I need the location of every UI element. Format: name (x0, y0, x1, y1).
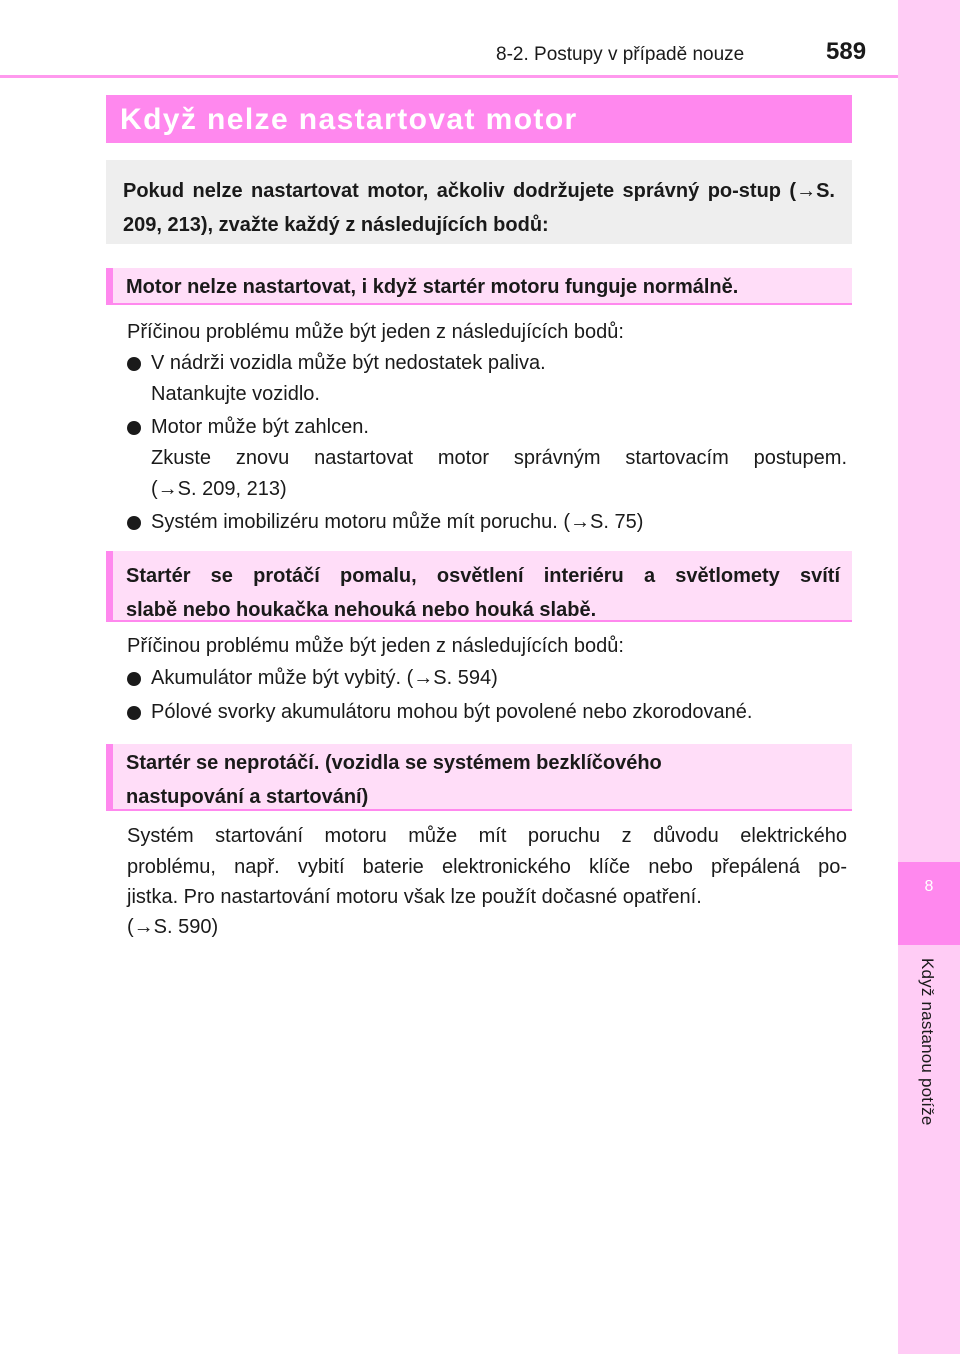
chapter-title: Když nastanou potíže (918, 958, 937, 1126)
section-1-item-1 (127, 347, 854, 379)
section-3-heading-line-1: Startér se neprotáčí. (vozidla se systémem bezklíčového (126, 752, 662, 774)
chapter-number-box (898, 862, 960, 945)
section-1-lead: Příčinou problému může být jeden z následujících bodů: (127, 321, 624, 343)
section-2-heading (106, 551, 852, 622)
section-2-item-1 (127, 662, 854, 694)
bullet-icon (127, 357, 141, 371)
section-3-body-line-1: Systém startování motoru může mít poruchu z důvodu elektrického (127, 825, 847, 847)
section-3-body-line-2: problému, např. vybití baterie elektronického klíče nebo přepálená po- (127, 856, 847, 878)
section-2-heading-line-1: Startér se protáčí pomalu, osvětlení interiéru a světlomety svítí (126, 565, 840, 587)
section-1-item-2 (127, 411, 854, 443)
section-2-lead: Příčinou problému může být jeden z následujících bodů: (127, 635, 624, 657)
section-2-item-1-text: Akumulátor může být vybitý. (→S. 594) (151, 667, 498, 689)
section-3-body-line-3: jistka. Pro nastartování motoru však lze použít dočasné opatření. (127, 886, 702, 908)
bullet-icon (127, 516, 141, 530)
section-2-item-2 (127, 696, 854, 728)
header-divider (0, 75, 898, 78)
page-title-bar (106, 95, 852, 143)
section-2-item-2-text: Pólové svorky akumulátoru mohou být povolené nebo zkorodované. (151, 701, 753, 723)
section-1-item-1-text: V nádrži vozidla může být nedostatek paliva. (151, 352, 546, 374)
intro-box (106, 160, 852, 244)
section-1-heading-text: Motor nelze nastartovat, i když startér motoru funguje normálně. (126, 276, 739, 298)
section-1-item-3 (127, 506, 854, 538)
section-1-item-3-text: Systém imobilizéru motoru může mít poruchu. (→S. 75) (151, 511, 644, 533)
section-1-item-2-sub-line-2: (→S. 209, 213) (151, 478, 287, 500)
page-title: Když nelze nastartovat motor (120, 103, 578, 136)
section-2-heading-line-2: slabě nebo houkačka nehouká nebo houká slabě. (126, 599, 597, 621)
bullet-icon (127, 672, 141, 686)
section-1-item-1-sub: Natankujte vozidlo. (151, 383, 320, 405)
section-3-heading-line-2: nastupování a startování) (126, 786, 369, 808)
section-3-body-line-4: (→S. 590) (127, 916, 219, 938)
section-1-item-2-text: Motor může být zahlcen. (151, 416, 369, 438)
section-reference: 8-2. Postupy v případě nouze (496, 44, 745, 65)
section-1-item-2-sub-line-1: Zkuste znovu nastartovat motor správným startovacím postupem. (151, 447, 847, 469)
chapter-number: 8 (924, 878, 934, 895)
bullet-icon (127, 706, 141, 720)
section-1-heading (106, 268, 852, 305)
page-number: 589 (826, 38, 867, 65)
page-header (0, 0, 898, 74)
intro-text: Pokud nelze nastartovat motor, ačkoliv dodržujete správný po-stup (→S. 209, 213), zvažte každý z následujících bodů: (123, 180, 835, 236)
section-3-heading (106, 744, 852, 811)
bullet-icon (127, 421, 141, 435)
